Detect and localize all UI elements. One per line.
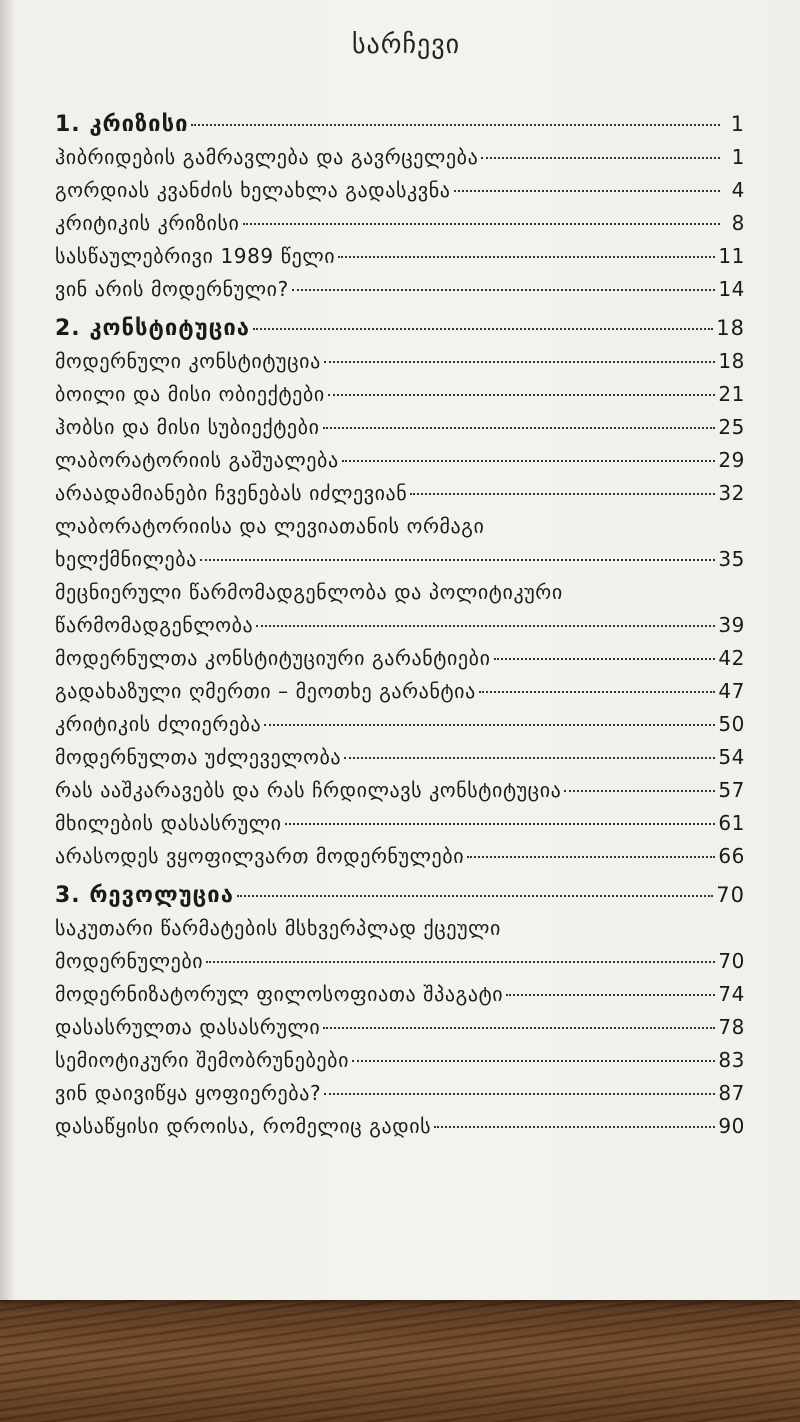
- chapter-title: 3. რევოლუცია: [55, 883, 234, 908]
- page-number: 29: [718, 448, 745, 472]
- page-number: 32: [718, 481, 745, 505]
- page-number: 74: [718, 982, 745, 1006]
- dot-leader: [454, 190, 720, 192]
- page-number: 21: [718, 382, 745, 406]
- toc-entry-row: [55, 211, 745, 244]
- dot-leader: [206, 961, 715, 963]
- toc-entry-row: [55, 382, 745, 415]
- toc-entry-row: [55, 547, 745, 580]
- toc-entry-row: [55, 679, 745, 712]
- dot-leader: [352, 1060, 715, 1062]
- page-number: 35: [718, 547, 745, 571]
- page-number: 83: [718, 1048, 745, 1072]
- toc-entry-row: [55, 982, 745, 1015]
- page-number: 1: [730, 112, 745, 136]
- toc-entry-row: [55, 712, 745, 745]
- toc-entry-row: [55, 448, 745, 481]
- toc-entry-title: მოდერნული კონსტიტუცია: [55, 349, 321, 373]
- toc-entry-row: [55, 778, 745, 811]
- dot-leader: [285, 823, 716, 825]
- dot-leader: [494, 658, 716, 660]
- toc-entry-title: მხილების დასასრული: [55, 811, 282, 835]
- page-number: 54: [718, 745, 745, 769]
- dot-leader: [328, 394, 716, 396]
- page-number: 1: [731, 145, 745, 169]
- toc-entry-title: ჰობსი და მისი სუბიექტები: [55, 415, 320, 439]
- toc-entry-title: მოდერნულთა კონსტიტუციური გარანტიები: [55, 646, 491, 670]
- page-number: 70: [718, 949, 745, 973]
- toc-entry-title: მოდერნულთა უძლეველობა: [55, 745, 342, 769]
- toc-entry-title: დასაწყისი დროისა, რომელიც გადის: [55, 1114, 432, 1138]
- page-number: 61: [718, 811, 745, 835]
- toc-entry-row: [55, 811, 745, 844]
- toc-entry-title: ჰიბრიდების გამრავლება და გავრცელება: [55, 145, 479, 169]
- toc-entry-title: გორდიას კვანძის ხელახლა გადასკვნა: [55, 178, 451, 202]
- toc-entry-row: [55, 349, 745, 382]
- dot-leader: [292, 289, 716, 291]
- toc-entry-title: სასწაულებრივი 1989 წელი: [55, 244, 336, 268]
- toc-entry-title: ვინ დაივიწყა ყოფიერება?: [55, 1081, 322, 1105]
- dot-leader: [479, 691, 715, 693]
- dot-leader: [324, 1093, 715, 1095]
- dot-leader: [324, 361, 716, 363]
- toc-entry-title: გადახაზული ღმერთი – მეოთხე გარანტია: [55, 679, 476, 703]
- toc-entry-row: [55, 1015, 745, 1048]
- toc-entry-title-line: ლაბორატორიისა და ლევიათანის ორმაგი: [55, 514, 485, 538]
- page-number: 47: [718, 679, 745, 703]
- dot-leader: [434, 1126, 715, 1128]
- toc-entry-title: ლაბორატორიის გაშუალება: [55, 448, 339, 472]
- chapter-title: 1. კრიზისი: [55, 112, 189, 137]
- toc-entry-row: [55, 178, 745, 211]
- toc-entry-row: [55, 1081, 745, 1114]
- toc-entry-row: [55, 949, 745, 982]
- dot-leader: [342, 460, 716, 462]
- chapter-title: 2. კონსტიტუცია: [55, 316, 250, 341]
- toc-entry-row: [55, 277, 745, 310]
- dot-leader: [506, 994, 715, 996]
- toc-entry-title: ვინ არის მოდერნული?: [55, 277, 289, 301]
- dot-leader: [410, 493, 715, 495]
- dot-leader: [256, 625, 715, 627]
- wooden-table: [0, 1300, 800, 1422]
- toc-entry-title: ხელქმნილება: [55, 547, 197, 571]
- toc-entry-row: [55, 1114, 745, 1147]
- toc-entry-row: [55, 145, 745, 178]
- toc-entry-title: ბოილი და მისი ობიექტები: [55, 382, 325, 406]
- dot-leader: [243, 223, 720, 225]
- page-number: 25: [718, 415, 745, 439]
- toc-entry-title: კრიტიკის კრიზისი: [55, 211, 240, 235]
- page-number: 18: [718, 349, 745, 373]
- toc-entry-title: სემიოტიკური შემობრუნებები: [55, 1048, 350, 1072]
- dot-leader: [200, 559, 715, 561]
- toc-entry-row: [55, 646, 745, 679]
- toc-entry-row: [55, 745, 745, 778]
- toc-chapter-row: [55, 112, 745, 145]
- toc-chapter-row: [55, 883, 745, 916]
- toc-entry-row: [55, 244, 745, 277]
- toc-entry-row: [55, 481, 745, 514]
- toc-entry-row: [55, 1048, 745, 1081]
- toc-entry-title: მოდერნიზატორულ ფილოსოფიათა შპაგატი: [55, 982, 504, 1006]
- dot-leader: [481, 157, 720, 159]
- dot-leader: [467, 856, 715, 858]
- page-number: 39: [718, 613, 745, 637]
- page-number: 90: [718, 1114, 745, 1138]
- page-number: 4: [731, 178, 745, 202]
- dot-leader: [237, 895, 713, 897]
- page-number: 42: [718, 646, 745, 670]
- dot-leader: [323, 1027, 715, 1029]
- toc-entry-row: [55, 613, 745, 646]
- toc-entry-title: კრიტიკის ძლიერება: [55, 712, 262, 736]
- toc-chapter-row: [55, 316, 745, 349]
- toc-entry-row: [55, 415, 745, 448]
- page-number: 57: [718, 778, 745, 802]
- toc-entry-title-line: საკუთარი წარმატების მსხვერპლად ქცეული: [55, 916, 501, 940]
- page-number: 66: [718, 844, 745, 868]
- toc-entry-title: არაადამიანები ჩვენებას იძლევიან: [55, 481, 408, 505]
- page-number: 18: [716, 316, 745, 340]
- page-number: 78: [718, 1015, 745, 1039]
- toc-entry-title: დასასრულთა დასასრული: [55, 1015, 321, 1039]
- dot-leader: [344, 757, 715, 759]
- toc-entry-row: [55, 844, 745, 877]
- page-number: 50: [718, 712, 745, 736]
- page-number: 11: [718, 244, 745, 268]
- toc-entry-title: მოდერნულები: [55, 949, 204, 973]
- page-number: 8: [731, 211, 745, 235]
- toc-entry-title: წარმომადგენლობა: [55, 613, 254, 637]
- page-number: 14: [718, 277, 745, 301]
- page-number: 87: [718, 1081, 745, 1105]
- toc-entry-title: არასოდეს ვყოფილვართ მოდერნულები: [55, 844, 465, 868]
- page-title: სარჩევი: [351, 30, 461, 60]
- dot-leader: [191, 124, 720, 126]
- toc-entry-title: რას ააშკარავებს და რას ჩრდილავს კონსტიტუცია: [55, 778, 562, 802]
- dot-leader: [564, 790, 715, 792]
- dot-leader: [323, 427, 716, 429]
- toc-entry-title-line: მეცნიერული წარმომადგენლობა და პოლიტიკური: [55, 580, 563, 604]
- dot-leader: [338, 256, 715, 258]
- table-of-contents: [55, 112, 745, 1147]
- dot-leader: [264, 724, 715, 726]
- dot-leader: [253, 328, 713, 330]
- page-number: 70: [716, 883, 745, 907]
